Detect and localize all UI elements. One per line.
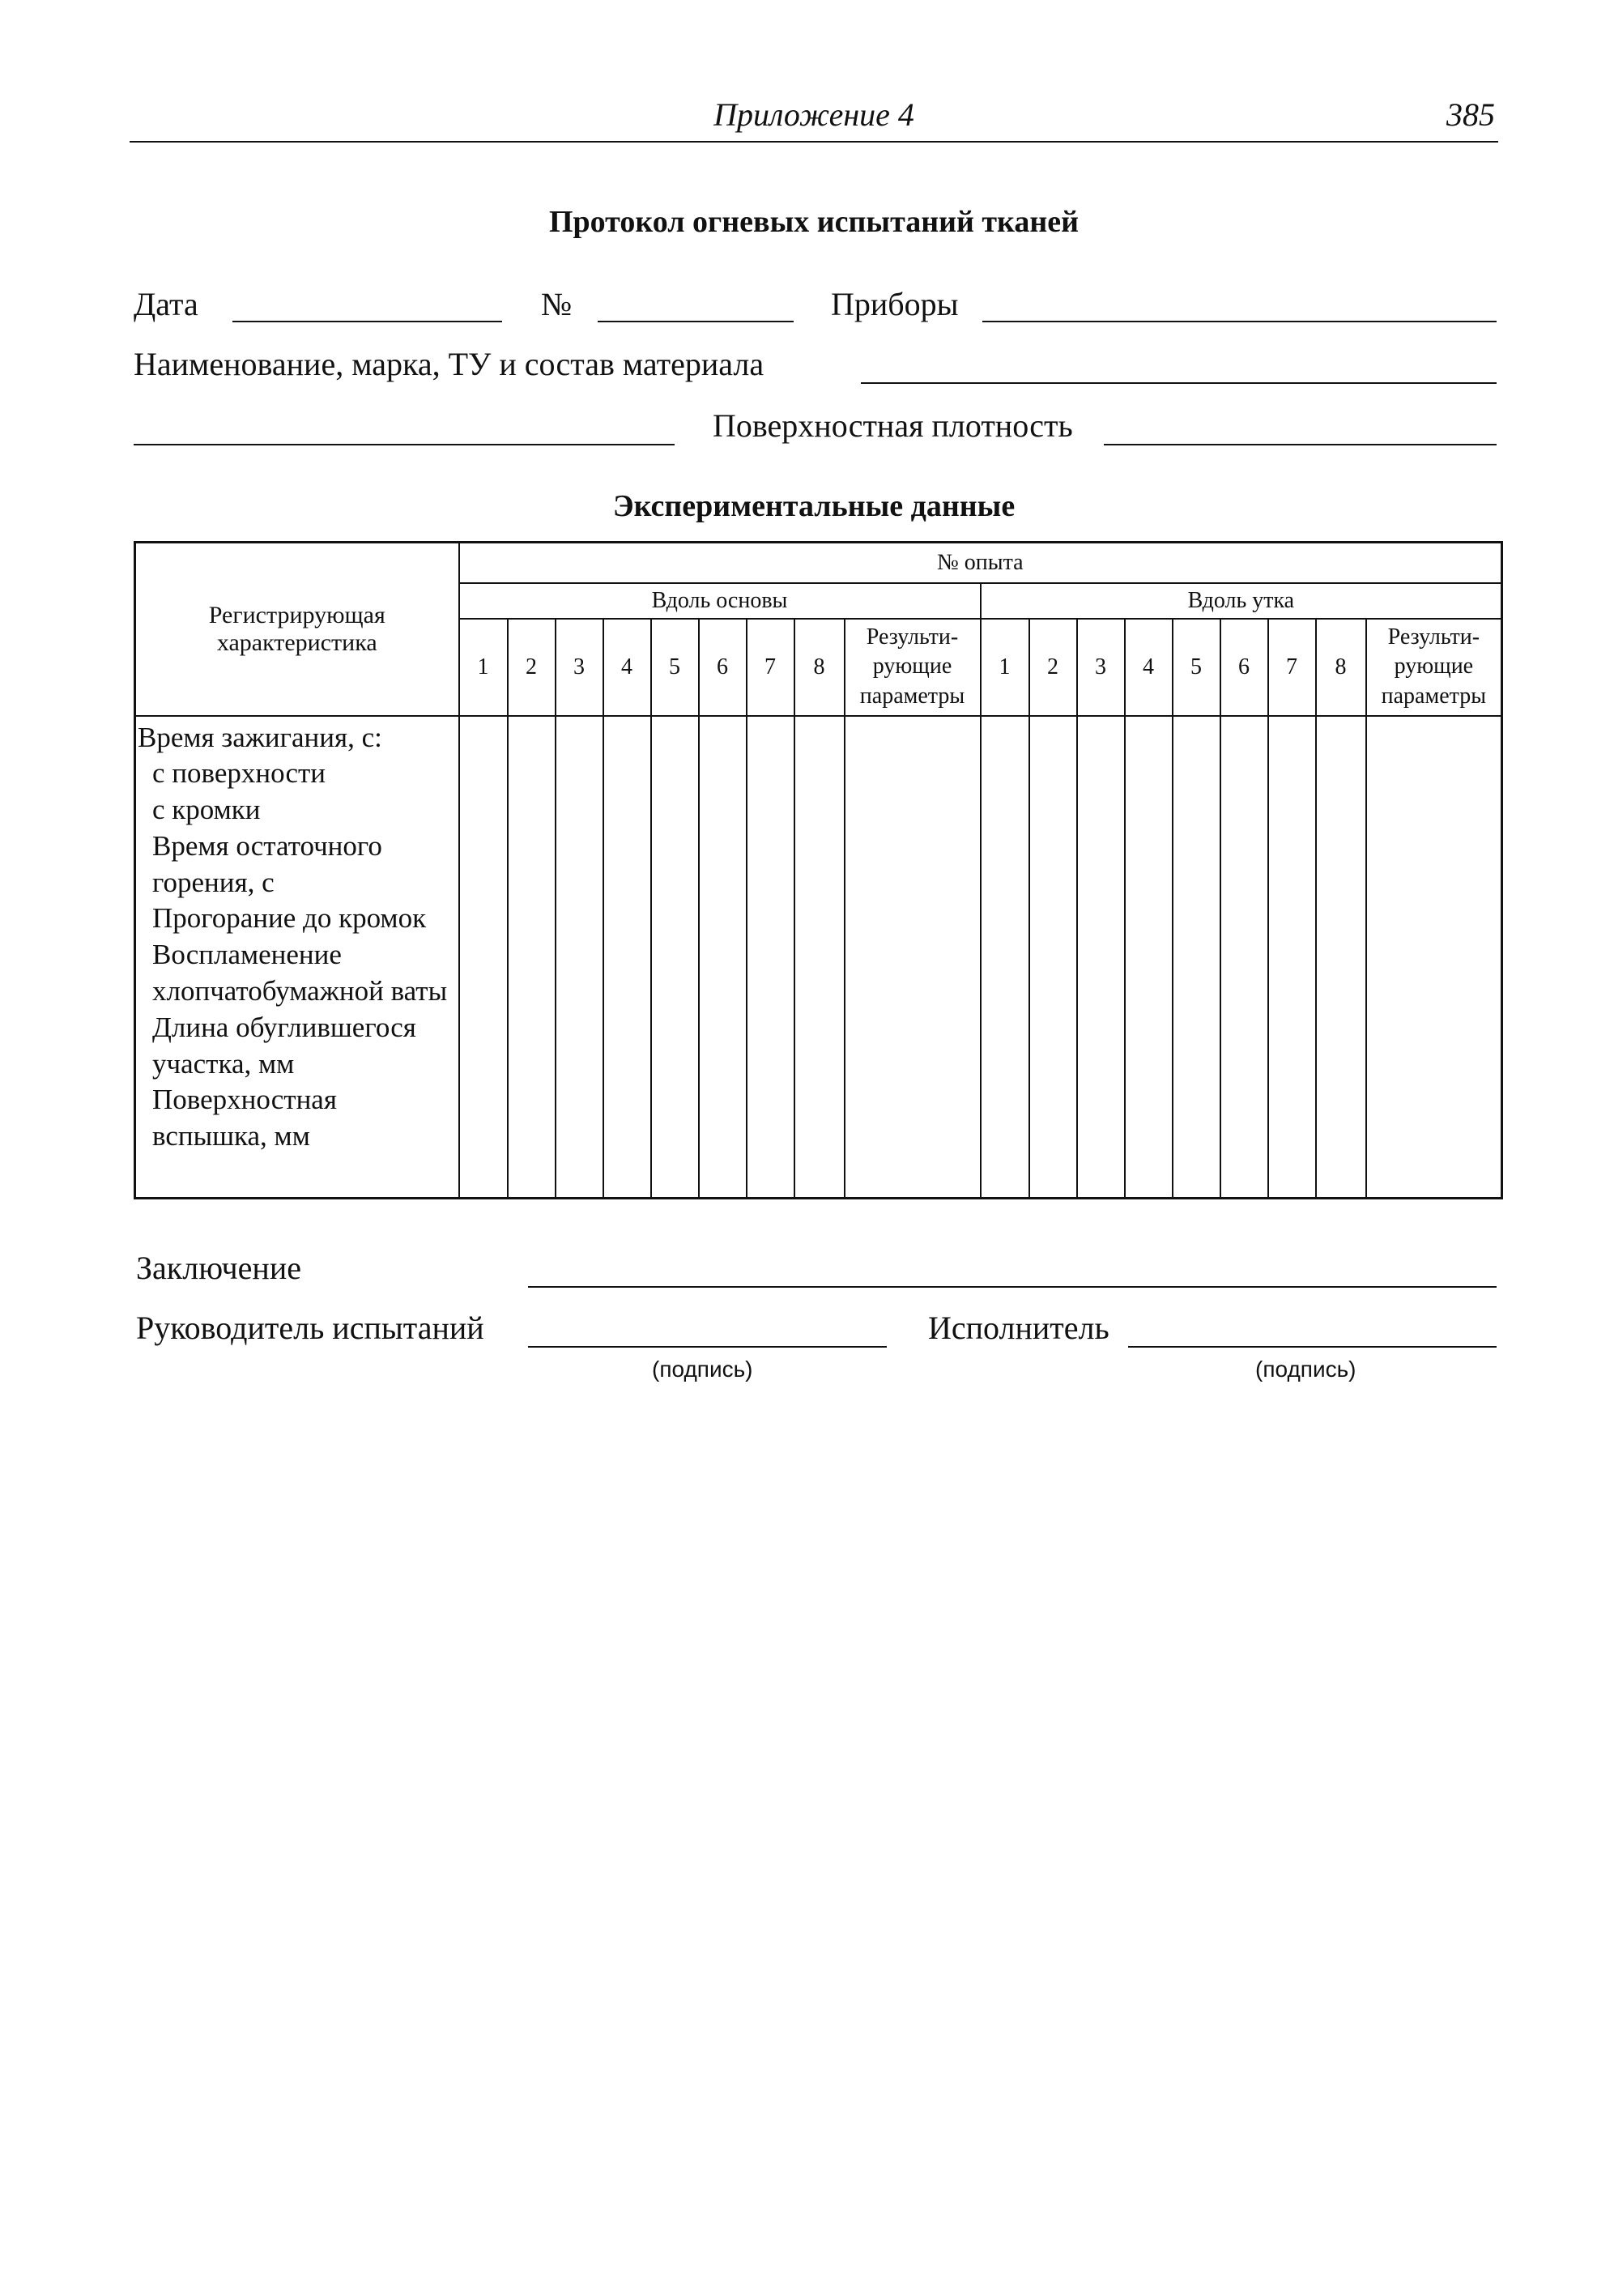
section-title: Экспериментальные данные xyxy=(612,489,1016,523)
warp-trial-3-cell[interactable] xyxy=(556,716,603,1199)
density-label: Поверхностная плотность xyxy=(713,407,1073,444)
warp-trial-5-cell[interactable] xyxy=(651,716,699,1199)
result-header-line: параметры xyxy=(859,683,965,709)
weft-trial-8-cell[interactable] xyxy=(1316,716,1366,1199)
warp-trial-6-cell[interactable] xyxy=(699,716,747,1199)
weft-trial-4-cell[interactable] xyxy=(1125,716,1173,1199)
row-label-afterburn-time: Время остаточного горения, с xyxy=(152,829,382,898)
row-label-burn-to-edges: Прогорание до кромок xyxy=(152,902,427,935)
weft-trial-6: 6 xyxy=(1220,619,1268,716)
page-number: 385 xyxy=(1446,96,1495,133)
weft-trial-1: 1 xyxy=(981,619,1029,716)
warp-trial-4: 4 xyxy=(603,619,651,716)
weft-trial-6-cell[interactable] xyxy=(1220,716,1268,1199)
weft-trial-1-cell[interactable] xyxy=(981,716,1029,1199)
number-label: № xyxy=(541,286,573,322)
weft-result-params-header xyxy=(1366,619,1502,716)
warp-trial-1: 1 xyxy=(459,619,508,716)
warp-trial-3: 3 xyxy=(556,619,603,716)
warp-trial-5: 5 xyxy=(651,619,699,716)
test-head-signature-field[interactable] xyxy=(528,1346,887,1348)
warp-result-cell[interactable] xyxy=(845,716,981,1199)
weft-result-cell[interactable] xyxy=(1366,716,1502,1199)
result-header-line: рующие xyxy=(1394,654,1474,679)
row-label-surface-flash: Поверхностная вспышка, мм xyxy=(152,1084,337,1152)
warp-trial-2: 2 xyxy=(508,619,556,716)
warp-trial-2-cell[interactable] xyxy=(508,716,556,1199)
result-header-line: Результи- xyxy=(866,624,959,650)
density-field[interactable] xyxy=(1104,444,1497,445)
material-field-continuation[interactable] xyxy=(134,444,675,445)
date-label: Дата xyxy=(134,286,198,322)
number-field[interactable] xyxy=(598,321,794,322)
row-label-cotton-ignition: Воспламенение хлопчатобумажной ваты xyxy=(152,939,448,1007)
weft-trial-2: 2 xyxy=(1029,619,1077,716)
warp-trial-1-cell[interactable] xyxy=(459,716,508,1199)
weft-trial-5: 5 xyxy=(1173,619,1220,716)
weft-trial-7: 7 xyxy=(1268,619,1316,716)
weft-trial-2-cell[interactable] xyxy=(1029,716,1077,1199)
weft-trial-8: 8 xyxy=(1316,619,1366,716)
result-header-line: параметры xyxy=(1381,683,1487,709)
characteristic-list xyxy=(135,716,459,1199)
document-title: Протокол огневых испытаний тканей xyxy=(548,205,1080,239)
warp-trial-8: 8 xyxy=(794,619,845,716)
row-label-ignition-time: Время зажигания, с: xyxy=(138,721,382,753)
test-head-label: Руководитель испытаний xyxy=(136,1310,484,1346)
devices-field[interactable] xyxy=(982,321,1497,322)
row-label-from-surface: с поверхности xyxy=(152,757,326,790)
experimental-data-table xyxy=(134,541,1503,1199)
executor-label: Исполнитель xyxy=(928,1310,1109,1346)
executor-signature-note: (подпись) xyxy=(1255,1357,1356,1382)
conclusion-field[interactable] xyxy=(528,1286,1497,1288)
warp-trial-4-cell[interactable] xyxy=(603,716,651,1199)
data-entry-row xyxy=(135,716,1502,1199)
result-header-line: Результи- xyxy=(1387,624,1480,650)
warp-direction-header: Вдоль основы xyxy=(459,583,981,619)
result-header-line: рующие xyxy=(872,654,952,679)
trial-number-header: № опыта xyxy=(459,543,1502,583)
row-label-char-length: Длина обуглившегося участка, мм xyxy=(152,1011,416,1080)
warp-trial-7-cell[interactable] xyxy=(747,716,794,1199)
warp-result-params-header xyxy=(845,619,981,716)
warp-trial-6: 6 xyxy=(699,619,747,716)
weft-direction-header: Вдоль утка xyxy=(981,583,1502,619)
date-field[interactable] xyxy=(232,321,502,322)
material-field[interactable] xyxy=(861,382,1497,384)
devices-label: Приборы xyxy=(831,286,959,322)
weft-trial-3: 3 xyxy=(1077,619,1125,716)
running-head-title: Приложение 4 xyxy=(713,96,914,133)
executor-signature-field[interactable] xyxy=(1128,1346,1497,1348)
characteristic-header: Регистрирующая характеристика xyxy=(135,543,459,716)
warp-trial-8-cell[interactable] xyxy=(794,716,845,1199)
warp-trial-7: 7 xyxy=(747,619,794,716)
weft-trial-4: 4 xyxy=(1125,619,1173,716)
weft-trial-5-cell[interactable] xyxy=(1173,716,1220,1199)
material-label: Наименование, марка, ТУ и состав материала xyxy=(134,346,764,382)
weft-trial-7-cell[interactable] xyxy=(1268,716,1316,1199)
running-head xyxy=(130,96,1498,143)
conclusion-label: Заключение xyxy=(136,1250,301,1286)
test-head-signature-note: (подпись) xyxy=(652,1357,753,1382)
weft-trial-3-cell[interactable] xyxy=(1077,716,1125,1199)
row-label-from-edge: с кромки xyxy=(152,794,261,826)
